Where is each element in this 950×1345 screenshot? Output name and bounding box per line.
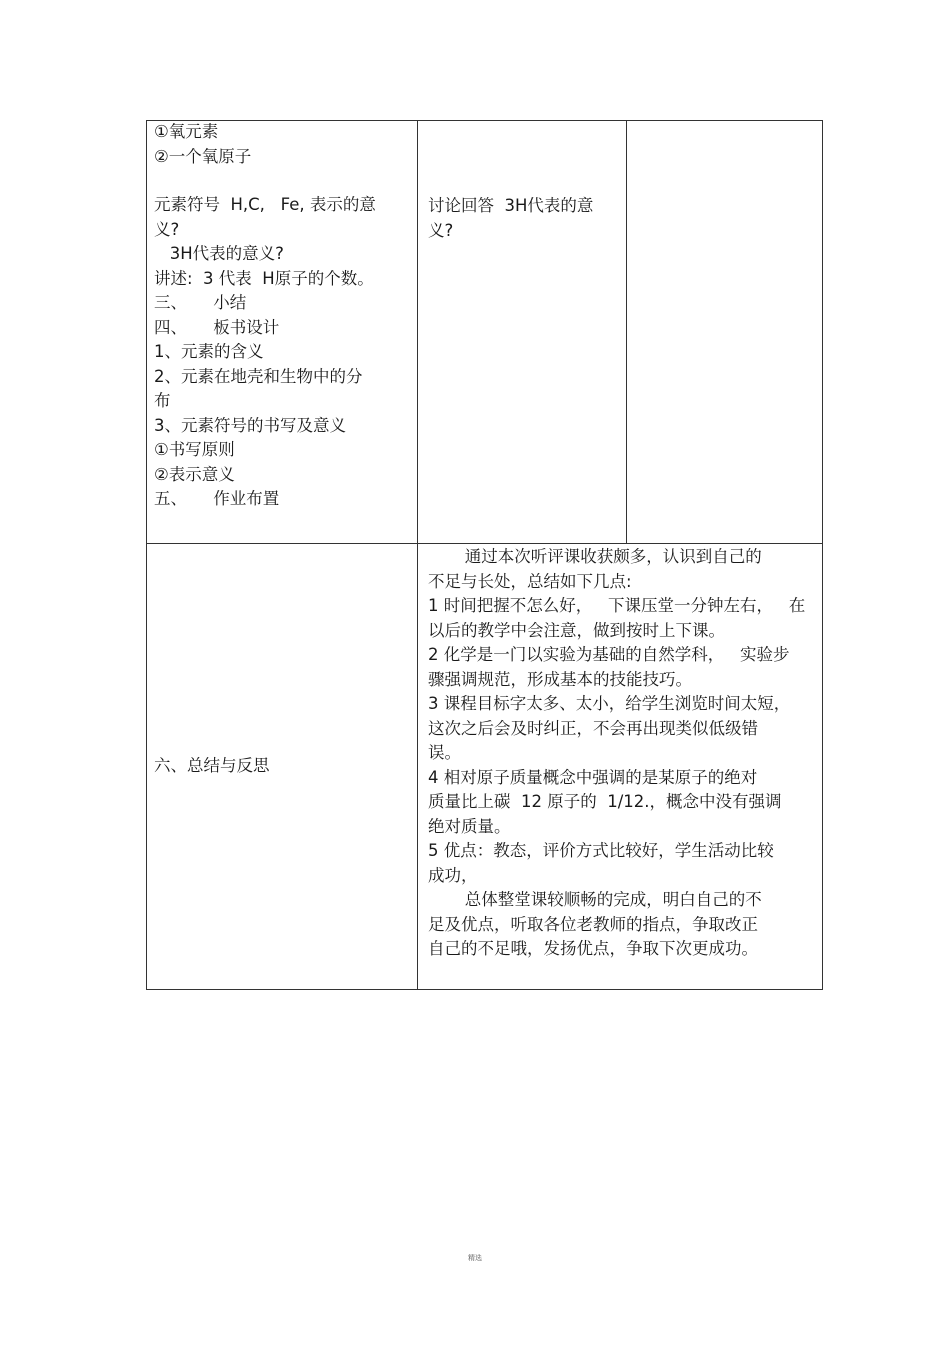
text-line: 4 相对原子质量概念中强调的是某原子的绝对	[428, 767, 758, 787]
row2-content-cell	[428, 545, 820, 962]
text-line: 以后的教学中会注意，做到按时上下课。	[428, 620, 725, 640]
row1-col1-group-a	[154, 120, 412, 169]
text-line: 2 化学是一门以实验为基础的自然学科， 实验步	[428, 645, 790, 664]
text-line: 足及优点，听取各位老教师的指点，争取改正	[428, 914, 758, 934]
row-divider	[147, 543, 822, 544]
col-divider-2	[626, 121, 627, 543]
text-line: ②表示意义	[154, 464, 235, 484]
text-line: 总体整堂课较顺畅的完成，明白自己的不	[428, 890, 762, 909]
text-line: 绝对质量。	[428, 816, 511, 836]
lesson-table	[146, 120, 823, 990]
text-line: 1 时间把握不怎么好， 下课压堂一分钟左右， 在	[428, 596, 806, 615]
text-line: 五、 作业布置	[154, 489, 280, 508]
text-line: 3 课程目标字太多、太小，给学生浏览时间太短，	[428, 694, 791, 713]
text-line: ②一个氧原子	[154, 146, 252, 166]
text-line: 义?	[428, 220, 454, 240]
page-footer: 精选	[468, 1254, 482, 1262]
row1-col2-cell	[428, 194, 623, 243]
col-divider-1	[417, 121, 418, 989]
text-line: 三、 小结	[154, 293, 247, 312]
text-line: 四、 板书设计	[154, 317, 280, 337]
text-line: 2、元素在地壳和生物中的分	[154, 366, 363, 386]
text-line: 骤强调规范，形成基本的技能技巧。	[428, 669, 692, 689]
row1-col1-cell	[154, 120, 412, 512]
row1-col1-group-b	[154, 193, 412, 512]
text-line: 成功，	[428, 865, 478, 885]
text-line: 布	[154, 391, 171, 410]
text-line: 元素符号 H,C, Fe, 表示的意	[154, 195, 376, 214]
row2-label-cell	[154, 754, 412, 779]
reflection-text	[428, 545, 820, 962]
text-line: 讲述: 3 代表 H原子的个数。	[154, 268, 374, 288]
text-line: 3H代表的意义?	[154, 244, 284, 263]
text-line: 通过本次听评课收获颇多，认识到自己的	[428, 547, 762, 566]
text-line: 不足与长处，总结如下几点:	[428, 571, 632, 591]
row1-col2-text	[428, 194, 623, 243]
text-line: 这次之后会及时纠正，不会再出现类似低级错	[428, 718, 758, 738]
text-line: 5 优点：教态，评价方式比较好，学生活动比较	[428, 841, 774, 860]
text-line: ①氧元素	[154, 122, 219, 141]
text-line: 质量比上碳 12 原子的 1/12.，概念中没有强调	[428, 792, 782, 811]
text-line: 误。	[428, 743, 461, 762]
text-line: 1、元素的含义	[154, 342, 264, 361]
text-line: ①书写原则	[154, 440, 235, 459]
text-line: 3、元素符号的书写及意义	[154, 415, 346, 435]
text-line: 讨论回答 3H代表的意	[428, 196, 594, 215]
reflection-label: 六、总结与反思	[154, 756, 270, 775]
text-line: 自己的不足哦，发扬优点，争取下次更成功。	[428, 939, 758, 958]
text-line: 义?	[154, 219, 180, 239]
